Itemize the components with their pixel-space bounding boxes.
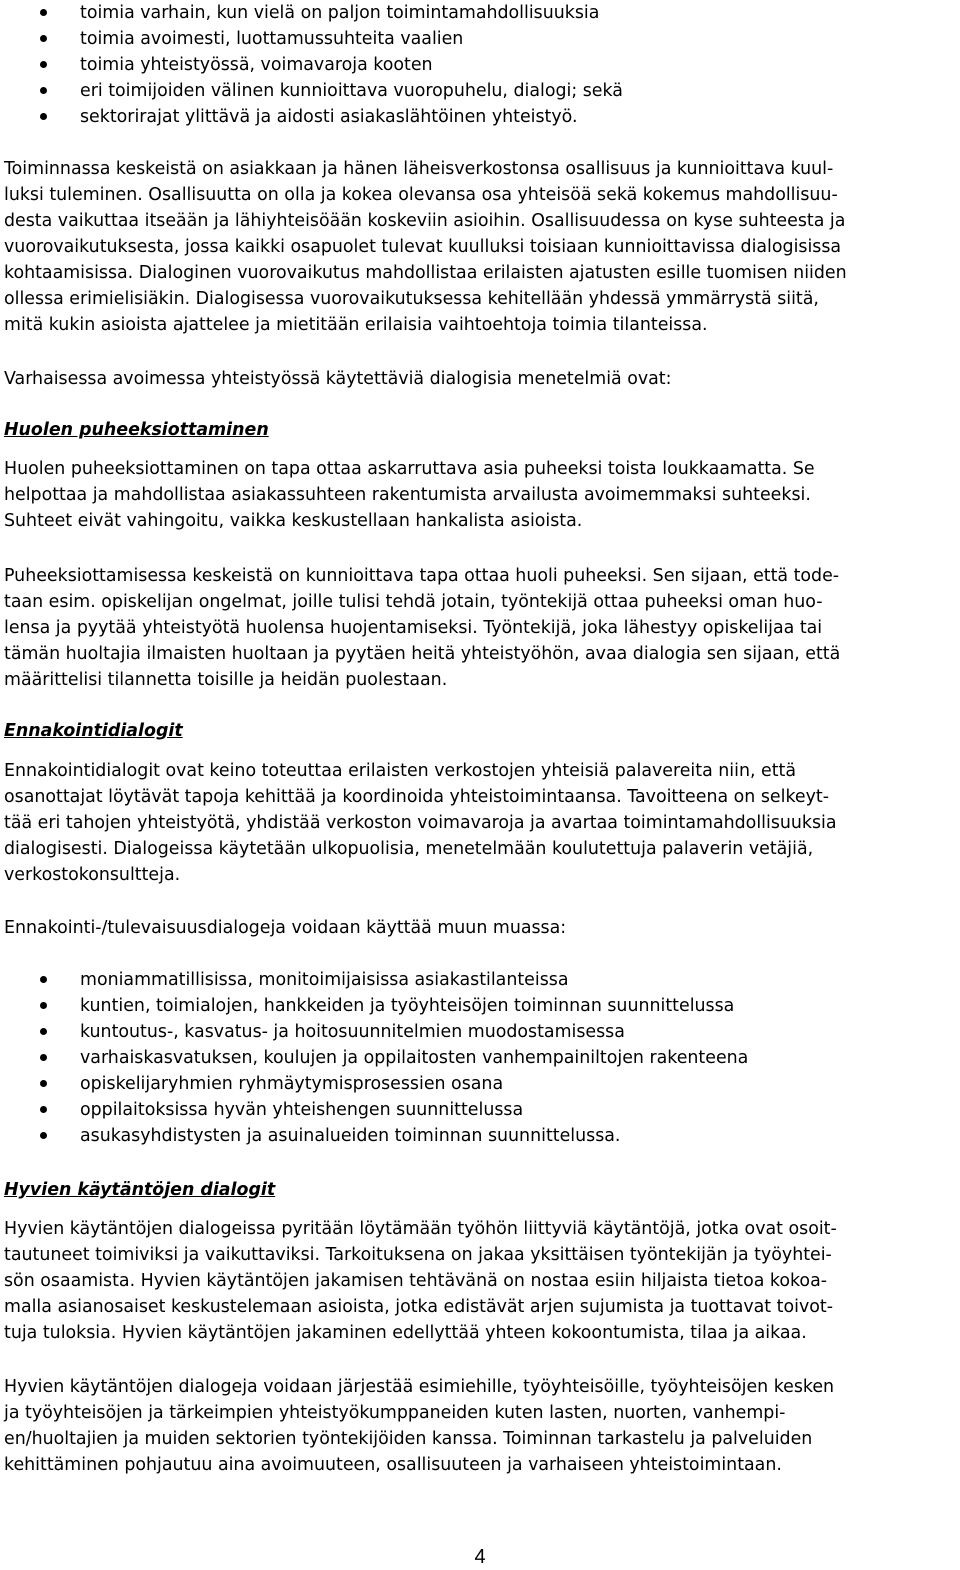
text-line: tämän huoltajia ilmaisten huoltaan ja pyytäen heitä yhteistyöhön, avaa dialogia sen sijaan, että [4, 644, 841, 664]
bullet-icon [40, 1132, 47, 1139]
list-item: eri toimijoiden välinen kunnioittava vuoropuhelu, dialogi; sekä [80, 81, 623, 101]
bullet-icon [40, 35, 47, 42]
bullet-icon [40, 87, 47, 94]
text-line: tautuneet toimiviksi ja vaikuttaviksi. Tarkoituksena on jakaa yksittäisen työntekijän ja työyhtei- [4, 1245, 832, 1265]
bullet-icon [40, 61, 47, 68]
methods-intro: Varhaisessa avoimessa yhteistyössä käytettäviä dialogisia menetelmiä ovat: [4, 369, 672, 389]
bullet-icon [40, 1080, 47, 1087]
text-line: sön osaamista. Hyvien käytäntöjen jakamisen tehtävänä on nostaa esiin hiljaista tietoa kokoa- [4, 1271, 828, 1291]
list-item: kuntoutus-, kasvatus- ja hoitosuunnitelmien muodostamisessa [80, 1022, 625, 1042]
list-item: moniammatillisissa, monitoimijaisissa asiakastilanteissa [80, 970, 569, 990]
text-line: mitä kukin asioista ajattelee ja mietitään erilaisia vaihtoehtoja toimia tilanteissa. [4, 315, 708, 335]
bullet-icon [40, 976, 47, 983]
text-line: kehittäminen pohjautuu aina avoimuuteen, osallisuuteen ja varhaiseen yhteistoimintaan. [4, 1455, 782, 1475]
text-line: dialogisesti. Dialogeissa käytetään ulkopuolisia, menetelmään koulutettuja palaverin vetäjiä, [4, 839, 814, 859]
page-number: 4 [474, 1546, 486, 1568]
bullet-icon [40, 1054, 47, 1061]
text-line: taan esim. opiskelijan ongelmat, joille tulisi tehdä jotain, työntekijä ottaa puheeksi oman huo- [4, 592, 823, 612]
text-line: Toiminnassa keskeistä on asiakkaan ja hänen läheisverkostonsa osallisuus ja kunnioittava kuul- [4, 159, 834, 179]
list-item: oppilaitoksissa hyvän yhteishengen suunnittelussa [80, 1100, 524, 1120]
bullet-icon [40, 1002, 47, 1009]
heading-hyvien-kaytantojen-dialogit: Hyvien käytäntöjen dialogit [4, 1180, 276, 1200]
list-item: toimia avoimesti, luottamussuhteita vaalien [80, 29, 464, 49]
text-line: osanottajat löytävät tapoja kehittää ja koordinoida yhteistoimintaansa. Tavoitteena on selkeyt- [4, 787, 829, 807]
text-line: Hyvien käytäntöjen dialogeissa pyritään löytämään työhön liittyviä käytäntöjä, jotka ovat osoit- [4, 1219, 837, 1239]
text-line: ollessa erimielisiäkin. Dialogisessa vuorovaikutuksessa kehitellään yhdessä ymmärrystä siitä, [4, 289, 819, 309]
text-line: helpottaa ja mahdollistaa asiakassuhteen rakentumista arvailusta avoimemmaksi suhteeksi. [4, 485, 811, 505]
bullet-icon [40, 1106, 47, 1113]
bullet-icon [40, 1028, 47, 1035]
text-line: määrittelisi tilannetta toisille ja heidän puolestaan. [4, 670, 448, 690]
text-line: verkostokonsultteja. [4, 865, 181, 885]
bullet-icon [40, 113, 47, 120]
text-line: Suhteet eivät vahingoitu, vaikka keskustellaan hankalista asioista. [4, 511, 583, 531]
text-line: desta vaikuttaa itseään ja lähiyhteisöään koskeviin asioihin. Osallisuudessa on kyse suhteesta ja [4, 211, 846, 231]
list-item: sektorirajat ylittävä ja aidosti asiakaslähtöinen yhteistyö. [80, 107, 578, 127]
text-line: Huolen puheeksiottaminen on tapa ottaa askarruttava asia puheeksi toista loukkaamatta. Se [4, 459, 815, 479]
heading-huolen-puheeksiottaminen: Huolen puheeksiottaminen [4, 420, 269, 440]
list-item: toimia varhain, kun vielä on paljon toimintamahdollisuuksia [80, 3, 600, 23]
text-line: vuorovaikutuksesta, jossa kaikki osapuolet tulevat kuulluksi toisiaan kunnioittavissa dialogisissa [4, 237, 842, 257]
bullet-icon [40, 9, 47, 16]
text-line: Hyvien käytäntöjen dialogeja voidaan järjestää esimiehille, työyhteisöille, työyhteisöjen kesken [4, 1377, 835, 1397]
text-line: Puheeksiottamisessa keskeistä on kunnioittava tapa ottaa huoli puheeksi. Sen sijaan, että tode- [4, 566, 840, 586]
text-line: en/huoltajien ja muiden sektorien työntekijöiden kanssa. Toiminnan tarkastelu ja palveluiden [4, 1429, 813, 1449]
ennakointi-intro: Ennakointi-/tulevaisuusdialogeja voidaan käyttää muun muassa: [4, 918, 567, 938]
text-line: tuja tuloksia. Hyvien käytäntöjen jakaminen edellyttää yhteen kokoontumista, tilaa ja aikaa. [4, 1323, 807, 1343]
text-line: malla asianosaiset keskustelemaan asioista, jotka edistävät arjen sujumista ja tuottavat toivot- [4, 1297, 833, 1317]
list-item: kuntien, toimialojen, hankkeiden ja työyhteisöjen toiminnan suunnittelussa [80, 996, 735, 1016]
text-line: luksi tuleminen. Osallisuutta on olla ja kokea olevansa osa yhteisöä sekä kokemus mahdollisuu- [4, 185, 838, 205]
list-item: asukasyhdistysten ja asuinalueiden toiminnan suunnittelussa. [80, 1126, 621, 1146]
list-item: varhaiskasvatuksen, koulujen ja oppilaitosten vanhempainiltojen rakenteena [80, 1048, 749, 1068]
heading-ennakointidialogit: Ennakointidialogit [4, 721, 183, 741]
text-line: kohtaamisissa. Dialoginen vuorovaikutus mahdollistaa erilaisten ajatusten esille tuomisen niiden [4, 263, 847, 283]
text-line: tää eri tahojen yhteistyötä, yhdistää verkoston voimavaroja ja avartaa toimintamahdollisuuksia [4, 813, 837, 833]
text-line: Ennakointidialogit ovat keino toteuttaa erilaisten verkostojen yhteisiä palavereita niin, että [4, 761, 797, 781]
list-item: toimia yhteistyössä, voimavaroja kooten [80, 55, 433, 75]
list-item: opiskelijaryhmien ryhmäytymisprosessien osana [80, 1074, 504, 1094]
text-line: ja työyhteisöjen ja tärkeimpien yhteistyökumppaneiden kuten lasten, nuorten, vanhempi- [4, 1403, 786, 1423]
text-line: lensa ja pyytää yhteistyötä huolensa huojentamiseksi. Työntekijä, joka lähestyy opiskelijaa tai [4, 618, 823, 638]
